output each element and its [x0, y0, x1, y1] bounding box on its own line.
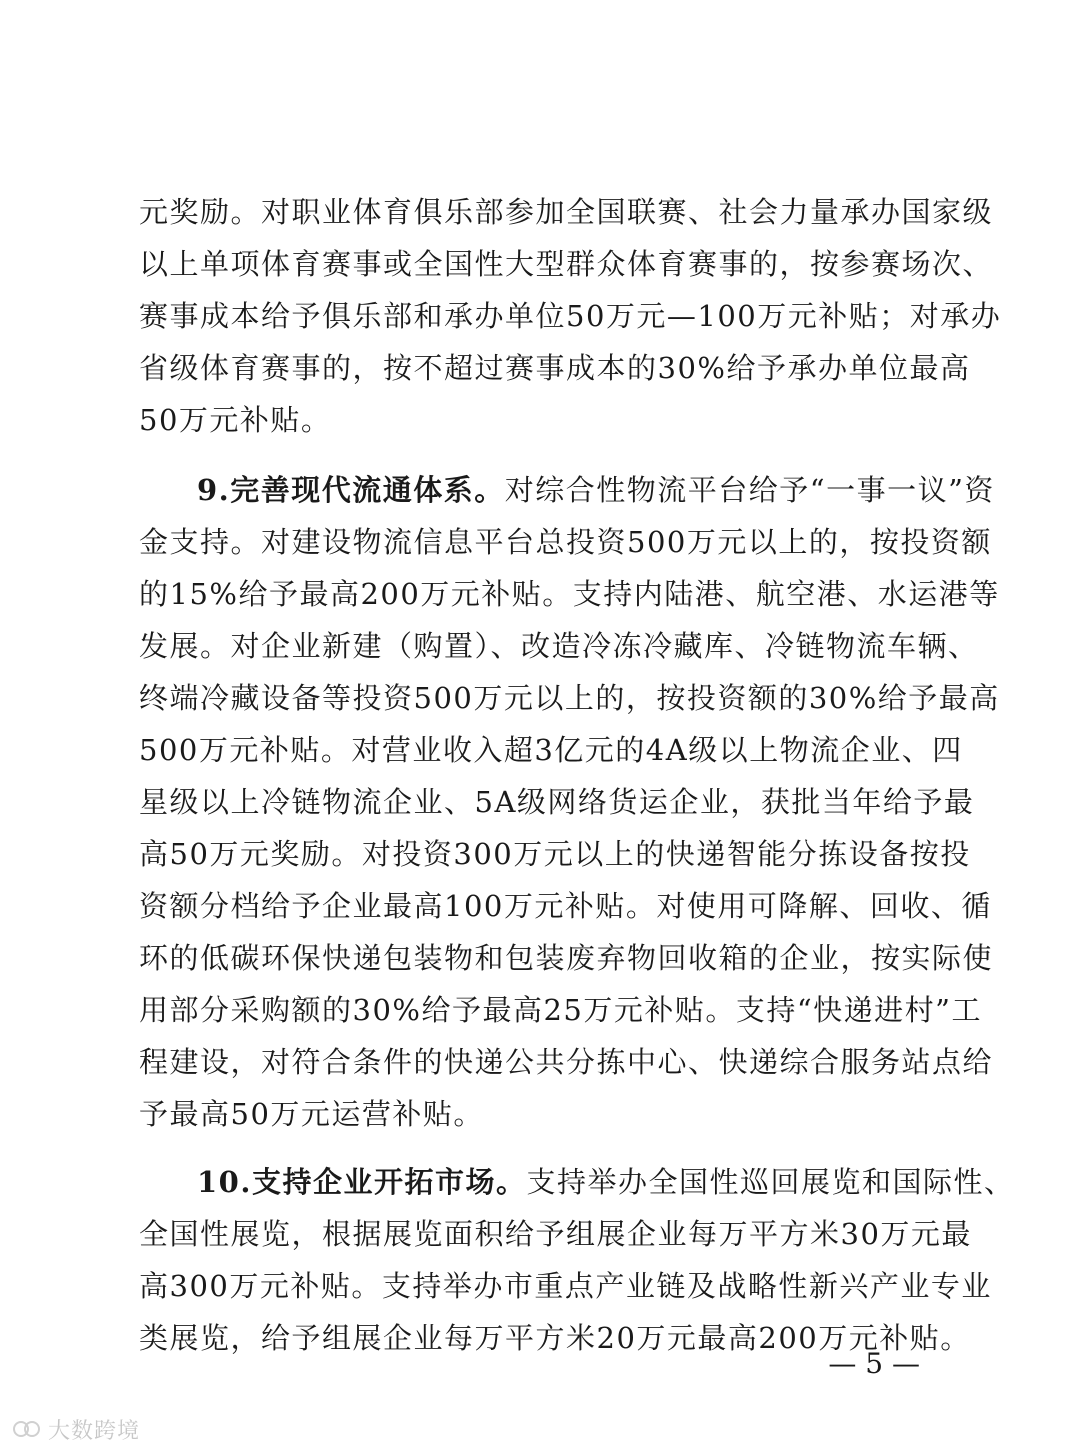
text-line: 发展。对企业新建（购置）、改造冷冻冷藏库、冷链物流车辆、 — [139, 629, 979, 663]
watermark — [12, 1412, 140, 1446]
text-line: 的15%给予最高200万元补贴。支持内陆港、航空港、水运港等 — [139, 577, 1000, 611]
text-line: 程建设，对符合条件的快递公共分拣中心、快递综合服务站点给 — [139, 1045, 994, 1079]
watermark-logo-icon — [12, 1417, 42, 1441]
paragraph-9-first-line — [197, 470, 995, 510]
text-line: 环的低碳环保快递包装物和包装废弃物回收箱的企业，按实际使 — [139, 941, 994, 975]
text-line: 星级以上冷链物流企业、5A级网络货运企业，获批当年给予最 — [139, 785, 975, 819]
text-line: 以上单项体育赛事或全国性大型群众体育赛事的，按参赛场次、 — [139, 247, 994, 281]
paragraph-10-heading: 10.支持企业开拓市场。 — [197, 1165, 527, 1199]
paragraph-10-first-line — [197, 1162, 1015, 1202]
text-line: 予最高50万元运营补贴。 — [139, 1097, 484, 1131]
text-line: 金支持。对建设物流信息平台总投资500万元以上的，按投资额 — [139, 525, 992, 559]
text-line: 高50万元奖励。对投资300万元以上的快递智能分拣设备按投 — [139, 837, 971, 871]
text-line: 赛事成本给予俱乐部和承办单位50万元—100万元补贴；对承办 — [139, 299, 1002, 333]
paragraph-9-heading: 9.完善现代流通体系。 — [197, 473, 505, 507]
text-line: 终端冷藏设备等投资500万元以上的，按投资额的30%给予最高 — [139, 681, 1000, 715]
text-line: 全国性展览，根据展览面积给予组展企业每万平方米30万元最 — [139, 1217, 972, 1251]
text-line: 类展览，给予组展企业每万平方米20万元最高200万元补贴。 — [139, 1321, 971, 1355]
text-line: 高300万元补贴。支持举办市重点产业链及战略性新兴产业专业 — [139, 1269, 992, 1303]
paragraph-9-text: 对综合性物流平台给予“一事一议”资 — [504, 473, 995, 507]
text-line: 省级体育赛事的，按不超过赛事成本的30%给予承办单位最高 — [139, 351, 971, 385]
text-line: 用部分采购额的30%给予最高25万元补贴。支持“快递进村”工 — [139, 993, 983, 1027]
page-number: — 5 — — [828, 1347, 920, 1380]
text-line: 元奖励。对职业体育俱乐部参加全国联赛、社会力量承办国家级 — [139, 195, 994, 229]
paragraph-10-text: 支持举办全国性巡回展览和国际性、 — [526, 1165, 1015, 1199]
text-line: 500万元补贴。对营业收入超3亿元的4A级以上物流企业、四 — [139, 733, 963, 767]
text-line: 资额分档给予企业最高100万元补贴。对使用可降解、回收、循 — [139, 889, 992, 923]
text-line: 50万元补贴。 — [139, 403, 332, 437]
watermark-text: 大数跨境 — [48, 1418, 141, 1444]
